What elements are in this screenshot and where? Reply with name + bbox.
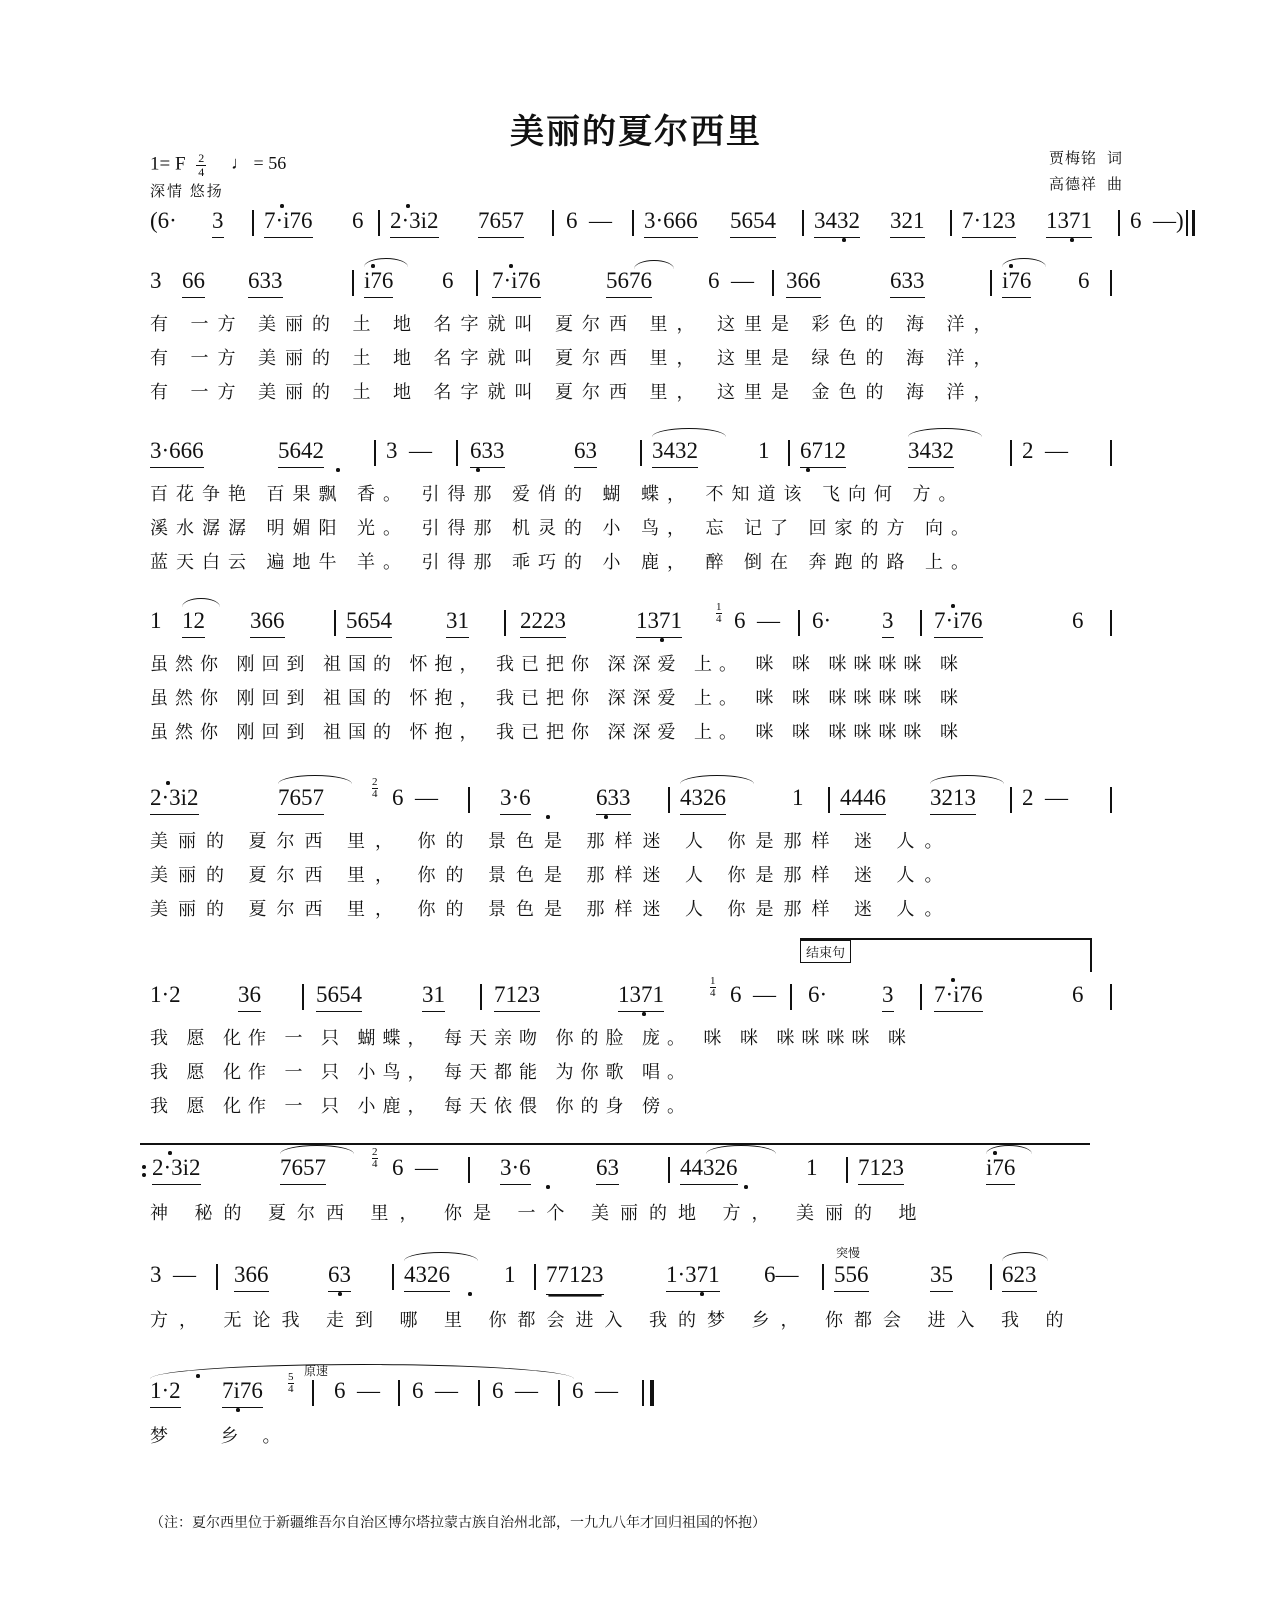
notes-row-2: 3·666 5642 3 — 633 63 3432 1 6712 3432 2 —	[0, 438, 1272, 476]
page-title: 美丽的夏尔西里	[510, 114, 762, 151]
tempo-marking: ♩ = 56	[231, 153, 287, 174]
repeat-sign	[142, 1161, 146, 1181]
system-1: 3 66 633 i76 6 7·i76 5676 6 — 366 633 i76 6 有 一方 美丽的 土 地 名字就叫 夏尔西 里， 这里是 彩色的 海 洋， 有 一方 美丽的 土 地 名字就叫 夏尔西 里， 这里是 绿色的 海 洋， 有 一方 美丽的 土 地 名字就叫 夏尔西 里， 这里是 金色的 海 洋，	[0, 268, 1272, 398]
credits	[1049, 146, 1122, 199]
notes-row-6: 2·3i2 7657 6 — 3·6 63 44326 1 7123 i76 2 4	[0, 1155, 1272, 1193]
ending-phrase-label: 结束句	[800, 940, 851, 963]
system-4: 2·3i2 7657 6 — 3·6 633 4326 1 4446 3213 2 — 2 4 美丽的 夏尔西 里， 你的 景色是 那样迷 人 你是那样 迷 人。 美丽的 夏尔西 里， 你的 景色是 那样迷 人 你是那样 迷 人。 美丽的 夏尔西 里， 你的 景色是 那样迷 人 你是那样 迷 人。	[0, 785, 1272, 915]
original-speed-label: 原速	[304, 1364, 329, 1378]
score-header-left	[150, 152, 286, 178]
composer: 高德祥 曲	[1048, 177, 1122, 194]
lyricist: 贾梅铭 词	[1048, 151, 1122, 167]
notes-row-7: 3 — 366 63 4326 1 77123 1·371 6— 556 35 623	[0, 1262, 1272, 1300]
octave-dot	[406, 204, 410, 208]
footnote: （注：夏尔西里位于新疆维吾尔自治区博尔塔拉蒙古族自治州北部，一九九八年才回归祖国的怀抱）	[150, 1516, 766, 1531]
gradually-slow-label: 突慢	[836, 1246, 861, 1260]
notes-row-intro: (6· 3 7·i76 6 2·3i2 7657 6 — 3·666 5654 3432 321 7·123 1371 6 —)	[0, 208, 1272, 246]
time-change-marking: 1 4	[716, 601, 722, 625]
notes-row-1: 3 66 633 i76 6 7·i76 5676 6 — 366 633 i76 6	[0, 268, 1272, 306]
expression-marking: 深情 悠扬	[150, 184, 224, 200]
notes-row-5: 1·2 36 5654 31 7123 1371 6 — 6· 3 7·i76 6 1 4	[0, 982, 1272, 1020]
octave-dot	[280, 204, 284, 208]
system-5: 结束句 1·2 36 5654 31 7123 1371 6 — 6· 3 7·i76 6 1 4 我 愿 化作 一 只 蝴蝶， 每天亲吻 你的脸 庞。 咪 咪 咪咪咪咪 咪 我 愿 化作 一 只 小鸟， 每天都能 为你歌 唱。 我 愿 化作 一 只 小鹿， 每天依偎 你的身 傍。	[0, 960, 1272, 1100]
section-divider	[140, 1143, 1090, 1145]
time-change-marking: 5 4	[288, 1371, 294, 1395]
notes-row-3: 1 12 366 5654 31 2223 1371 6 — 6· 3 7·i76 6 1 4	[0, 608, 1272, 646]
notes-row-4: 2·3i2 7657 6 — 3·6 633 4326 1 4446 3213 2 — 2 4	[0, 785, 1272, 823]
key-signature: 1= F	[150, 153, 186, 175]
time-change-marking: 2 4	[372, 776, 378, 800]
time-change-marking: 2 4	[372, 1146, 378, 1170]
time-change-marking: 1 4	[710, 975, 716, 999]
system-7: 突慢 3 — 366 63 4326 1 77123 1·371 6— 556 35 623 方， 无论我 走到 哪 里 你都会进入 我的梦 乡， 你都会 进入 我 的	[0, 1262, 1272, 1342]
octave-dot	[842, 238, 846, 242]
system-3: 1 12 366 5654 31 2223 1371 6 — 6· 3 7·i76 6 1 4 虽然你 刚回到 祖国的 怀抱， 我已把你 深深爱 上。 咪 咪 咪咪咪咪 咪 虽然你 刚回到 祖国的 怀抱， 我已把你 深深爱 上。 咪 咪 咪咪咪咪 咪 虽然你 刚回到 祖国的 怀抱， 我已把你 深深爱 上。 咪 咪 咪咪咪咪 咪	[0, 608, 1272, 738]
system-2: 3·666 5642 3 — 633 63 3432 1 6712 3432 2 — 百花争艳 百果飘 香。 引得那 爱俏的 蝴 蝶， 不知道该 飞向何 方。 溪水潺潺 明媚阳 光。 引得那 机灵的 小 鸟， 忘 记了 回家的方 向。 蓝天白云 遍地牛 羊。 引得那 乖巧的 小 鹿， 醉 倒在 奔跑的路 上。	[0, 438, 1272, 568]
time-signature: $\frac{2}{4}$	[198, 151, 205, 179]
system-intro	[0, 208, 1272, 260]
octave-dot	[1070, 238, 1074, 242]
system-8: 原速 1·2 7i76 6 — 6 — 6 — 6 — 5 4 梦 乡。	[0, 1378, 1272, 1458]
system-6: 2·3i2 7657 6 — 3·6 63 44326 1 7123 i76 2 4 神 秘的 夏尔西 里， 你是 一个 美丽的地 方， 美丽的 地	[0, 1155, 1272, 1235]
notes-row-8: 1·2 7i76 6 — 6 — 6 — 6 — 5 4	[0, 1378, 1272, 1416]
